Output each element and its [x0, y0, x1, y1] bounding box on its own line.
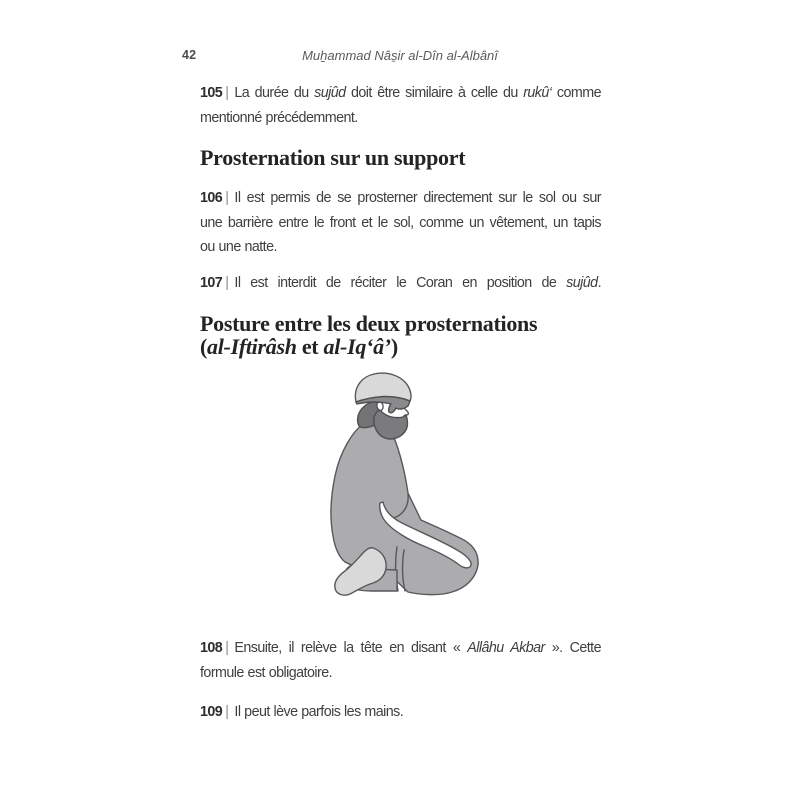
paragraph-107: 107 | Il est interdit de réciter le Coran en position de sujûd. [200, 275, 601, 291]
prayer-posture-illustration [280, 360, 530, 610]
paragraph-106: 106 | Il est permis de se prosterner directement sur le sol ou sur une barrière entre le front et le sol, comme un vêtement, un tapis ou une natte. [200, 190, 601, 255]
running-title: Muẖammad Nâs̱ir al-Dîn al-Albânî [302, 48, 498, 63]
paragraph-105: 105 | La durée du sujûd doit être similaire à celle du rukû‘ comme mentionné précédemment. [200, 85, 601, 126]
kneeling-man-figure [280, 360, 530, 610]
page-number: 42 [182, 48, 197, 62]
paragraph-108: 108 | Ensuite, il relève la tête en disant « Allâhu Akbar ». Cette formule est obligatoire. [200, 640, 601, 681]
paragraph-109: 109 | Il peut lève parfois les mains. [200, 704, 404, 720]
section-heading-posture: Posture entre les deux prosternations (al-Iftirâsh et al-Iq‘â’) [200, 311, 538, 359]
section-heading-prosternation: Prosternation sur un support [200, 145, 466, 170]
